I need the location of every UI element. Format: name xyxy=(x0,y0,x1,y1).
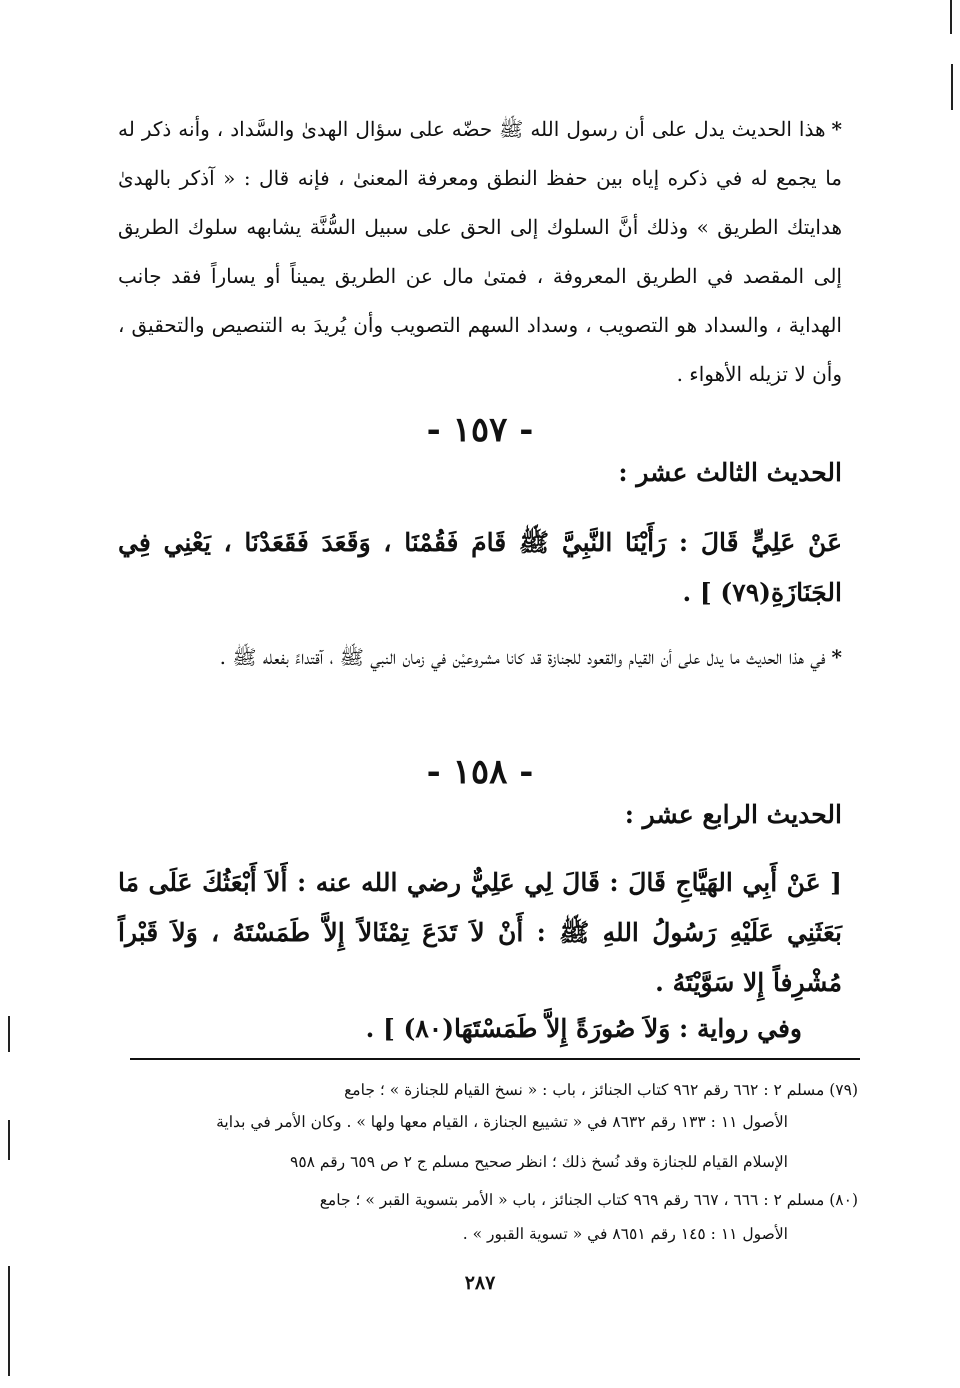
commentary-text: هذا الحديث يدل على أن رسول الله ﷺ حضّه على سؤال الهدىٰ والسَّداد ، وأنه ذكر له ما يجمع له في ذكره إياه بين حفظ النطق ومعرفة المعنىٰ ، فإنه قال : « آذكر بالهدىٰ هدايتك الطريق » وذلك أنَّ السلوك إلى الحق على سبيل السُّنَّة يشابهه سلوك الطريق إلى المقصد في الطريق المعروفة ، فمتىٰ مال عن الطريق يميناً أو يساراً فقد جانب الهداية ، والسداد هو التصويب ، وسداد السهم التصويب وأن يُريدَ به التنصيص والتحقيق ، وأن لا تزيله الأهواء . xyxy=(118,117,842,386)
hadith-heading: الحديث الرابع عشر : xyxy=(624,800,842,829)
hadith-number: - ١٥٧ - xyxy=(426,410,534,450)
scan-edge-line xyxy=(8,1120,10,1160)
asterisk-marker: * xyxy=(831,645,842,669)
page-number: ٢٨٧ xyxy=(464,1272,496,1294)
footnote-80-line: الأصول ١١ : ١٤٥ رقم ٨٦٥١ في « تسوية القبور » . xyxy=(462,1225,788,1243)
hadith-commentary xyxy=(118,634,842,680)
footnote-80-line: (٨٠) مسلم ٢ : ٦٦٦ ، ٦٦٧ رقم ٩٦٩ كتاب الجنائز ، باب « الأمر بتسوية القبر » ؛ جامع xyxy=(319,1191,858,1209)
commentary-paragraph xyxy=(118,105,842,399)
hadith-text: عَنْ عَلِيٍّ قَالَ : رَأَيْنَا النَّبِيَّ ﷺ قَامَ فَقُمْنَا ، وَقَعَدَ فَقَعَدْنَا ، يَعْنِي فِي الجَنَازَةِ(٧٩) ] . xyxy=(118,528,842,607)
footnote-79-line: الأصول ١١ : ١٣٣ رقم ٨٦٣٢ في « تشييع الجنازة ، القيام معها ولها » . وكان الأمر في بداية xyxy=(216,1113,788,1131)
scan-edge-line xyxy=(951,64,953,110)
footnote-separator xyxy=(130,1058,860,1060)
asterisk-marker: * xyxy=(831,117,842,141)
hadith-number: - ١٥٨ - xyxy=(426,752,534,792)
hadith-variant: وفي رواية : وَلاَ صُورَةً إِلاَّ طَمَسْتَهَا(٨٠) ] . xyxy=(365,1014,802,1043)
footnote-79-line: الإسلام القيام للجنازة وقد نُسخ ذلك ؛ انظر صحيح مسلم ج ٢ ص ٦٥٩ رقم ٩٥٨ xyxy=(290,1153,788,1171)
commentary-text: في هذا الحديث ما يدل على أن القيام والقعود للجنازة قد كانا مشروعيْن في زمان النبي ﷺ ، آقتداءً بفعله ﷺ . xyxy=(219,645,826,669)
footnote-79-line: (٧٩) مسلم ٢ : ٦٦٢ رقم ٩٦٢ كتاب الجنائز ، باب : « نسخ القيام للجنازة » ؛ جامع xyxy=(344,1081,858,1099)
scan-edge-line xyxy=(950,0,952,34)
hadith-heading: الحديث الثالث عشر : xyxy=(618,458,842,487)
hadith-text: [ عَنْ أَبِي الهَيَّاجِ قَالَ : قَالَ لِي عَلِيٌّ رضي الله عنه : أَلاَ أَبْعَثُكَ عَلَى مَا بَعَثَنِي عَلَيْهِ رَسُولُ اللهِ ﷺ : أَنْ لاَ تَدَعَ تِمْثَالاً إِلاَّ طَمَسْتَهُ ، وَلاَ قَبْراً مُشْرِفاً إِلا سَوَّيْتَهُ . xyxy=(118,868,842,997)
scan-edge-line xyxy=(8,1016,10,1052)
